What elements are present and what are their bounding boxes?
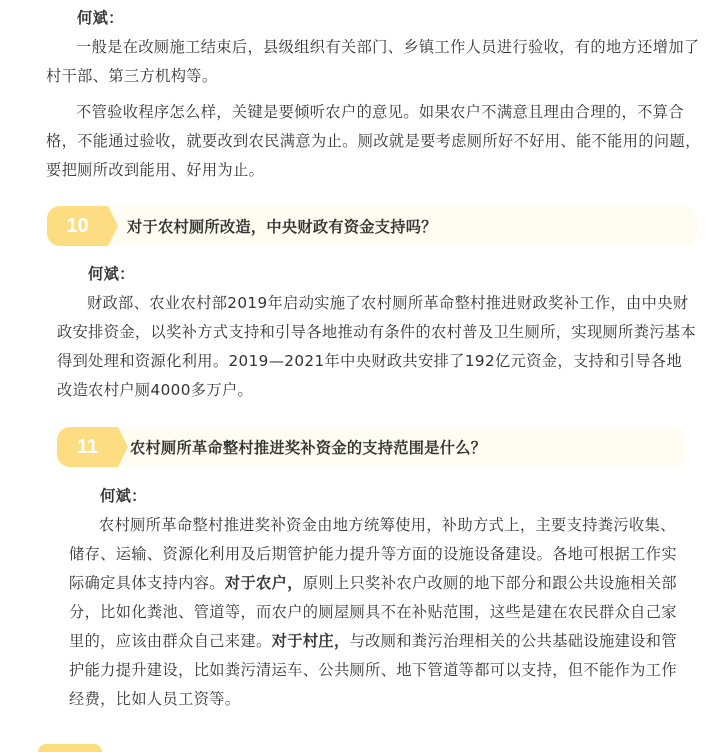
question-text: 对于农村厕所改造，中央财政有资金支持吗？ <box>127 217 437 236</box>
emphasis-text: 对于村庄， <box>271 632 350 650</box>
answer-text: 原则上只奖补农户改厕的地下部分和跟公共设施相关部分，比如化粪池、管道等，而农户的厕屋厕具不在补贴范围，这些是建在农民群众自己家里的，应该由群众自己来建。 <box>69 574 677 650</box>
question-text: 农村厕所革命整村推进奖补资金的支持范围是什么？ <box>130 438 487 457</box>
paragraph: 不管验收程序怎么样，关键是要倾听农户的意见。如果农户不满意且理由合理的，不算合格，不能通过验收，就要改到农民满意为止。厕改就是要考虑厕所好不好用、能不能用的问题，要把厕所改到能用、好用为止。 <box>46 103 701 179</box>
emphasis-text: 对于农户， <box>224 574 303 592</box>
paragraph: 财政部、农业农村部2019年启动实施了农村厕所革命整村推进财政奖补工作，由中央财政安排资金，以奖补方式支持和引导各地推动有条件的农村普及卫生厕所，实现厕所粪污基本得到处理和资源化利用。2019—2021年中央财政共安排了192亿元资金，支持和引导各地改造农村户厕4000多万户。 <box>57 294 697 399</box>
paragraph: 一般是在改厕施工结束后，县级组织有关部门、乡镇工作人员进行验收，有的地方还增加了村干部、第三方机构等。 <box>46 38 700 85</box>
answer-text: 与改厕和粪污治理相关的公共基础设施建设和管护能力提升建设，比如粪污清运车、公共厕所、地下管道等都可以支持，但不能作为工作经费，比如人员工资等。 <box>69 632 677 708</box>
speaker-label: 何斌： <box>100 487 147 505</box>
answer-text: 农村厕所革命整村推进奖补资金由地方统筹使用，补助方式上，主要支持粪污收集、储存、运输、资源化利用及后期管护能力提升等方面的设施设备建设。各地可根据工作实际确定具体支持内容。 <box>69 516 677 592</box>
speaker-label: 何斌： <box>88 265 135 283</box>
next-question-number-peek <box>38 744 102 752</box>
question-bar <box>57 427 685 467</box>
paragraph <box>69 511 689 714</box>
question-number: 10 <box>47 206 108 246</box>
speaker-label: 何斌： <box>77 9 124 27</box>
question-number: 11 <box>57 427 118 467</box>
question-bar <box>47 206 697 246</box>
